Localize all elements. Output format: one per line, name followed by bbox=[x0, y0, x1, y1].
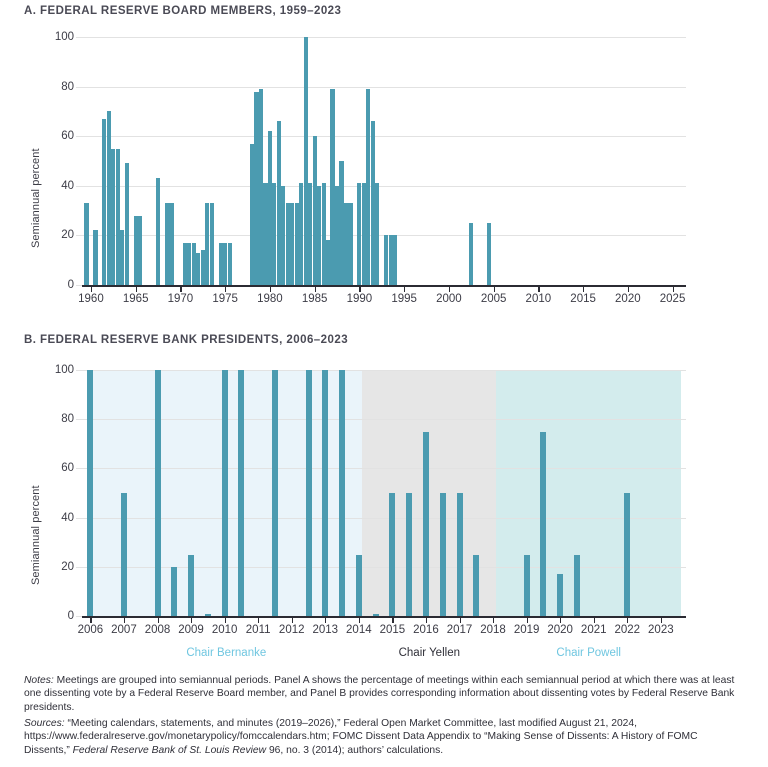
bar bbox=[93, 230, 97, 285]
x-tick-mark-2017 bbox=[460, 618, 461, 623]
x-tick-mark-2023 bbox=[661, 618, 662, 623]
bar bbox=[84, 203, 88, 285]
y-tick-label-60: 60 bbox=[61, 130, 74, 143]
x-tick-mark-1995 bbox=[404, 287, 405, 292]
bar bbox=[469, 223, 473, 285]
x-tick-label-2020: 2020 bbox=[615, 293, 641, 305]
panel-b-plot-area bbox=[82, 370, 686, 616]
x-tick-label-2000: 2000 bbox=[436, 293, 462, 305]
bar bbox=[169, 203, 173, 285]
x-tick-label-2010: 2010 bbox=[525, 293, 552, 305]
notes-text: Meetings are grouped into semiannual periods. Panel A shows the percentage of meetings within each semiannual period at which there was at least one dissenting vote by a Federal Reserve Board member, and Panel B provides corresponding information about dissenting votes by Federal Reserve Bank presidents. bbox=[24, 675, 735, 713]
bar bbox=[238, 370, 244, 616]
bar bbox=[121, 493, 127, 616]
sources-block bbox=[24, 717, 736, 757]
bar bbox=[171, 567, 177, 616]
panel-a-y-axis-label: Semiannual percent bbox=[30, 148, 42, 248]
x-tick-mark-2011 bbox=[258, 618, 259, 623]
chair-label-3: Chair Powell bbox=[556, 647, 621, 659]
x-tick-mark-1980 bbox=[270, 287, 271, 292]
panel-b-chart bbox=[0, 330, 768, 670]
bar bbox=[406, 493, 412, 616]
panel-a-plot-area bbox=[82, 37, 686, 285]
bar bbox=[557, 574, 563, 616]
x-tick-label-1990: 1990 bbox=[346, 293, 373, 305]
x-tick-label-2019: 2019 bbox=[513, 624, 540, 636]
bar bbox=[375, 183, 379, 285]
x-tick-mark-2008 bbox=[158, 618, 159, 623]
bar bbox=[306, 370, 312, 616]
x-tick-label-2016: 2016 bbox=[413, 624, 439, 636]
bar bbox=[389, 493, 395, 616]
x-tick-mark-2019 bbox=[527, 618, 528, 623]
x-tick-label-2015: 2015 bbox=[379, 624, 406, 636]
bar bbox=[272, 370, 278, 616]
x-tick-mark-2005 bbox=[494, 287, 495, 292]
x-tick-label-2007: 2007 bbox=[111, 624, 137, 636]
gridline-60 bbox=[82, 468, 686, 469]
panel-b-x-axis bbox=[82, 616, 686, 618]
x-tick-mark-2016 bbox=[426, 618, 427, 623]
x-tick-label-1960: 1960 bbox=[78, 293, 104, 305]
gridline-40 bbox=[82, 186, 686, 187]
sources-label: Sources: bbox=[24, 718, 65, 729]
x-tick-label-2023: 2023 bbox=[648, 624, 674, 636]
x-tick-label-1965: 1965 bbox=[122, 293, 149, 305]
gridline-100 bbox=[82, 370, 686, 371]
x-tick-mark-2014 bbox=[359, 618, 360, 623]
y-tick-label-100: 100 bbox=[54, 364, 74, 376]
bar bbox=[423, 432, 429, 617]
bar bbox=[322, 370, 328, 616]
x-tick-label-2006: 2006 bbox=[77, 624, 104, 636]
x-tick-mark-2010 bbox=[225, 618, 226, 623]
gridline-40 bbox=[82, 518, 686, 519]
chair-label-2: Chair Yellen bbox=[398, 647, 460, 659]
x-tick-label-2011: 2011 bbox=[245, 624, 271, 636]
x-tick-label-2012: 2012 bbox=[278, 624, 305, 636]
x-tick-label-2009: 2009 bbox=[178, 624, 204, 636]
gridline-60 bbox=[82, 136, 686, 137]
x-tick-mark-2015 bbox=[583, 287, 584, 292]
panel-a-title: A. FEDERAL RESERVE BOARD MEMBERS, 1959–2023 bbox=[24, 5, 342, 17]
bar bbox=[155, 370, 161, 616]
x-tick-label-1980: 1980 bbox=[257, 293, 283, 305]
y-tick-label-80: 80 bbox=[61, 80, 74, 93]
notes-label: Notes: bbox=[24, 675, 54, 686]
y-tick-label-0: 0 bbox=[67, 610, 74, 622]
x-tick-label-2008: 2008 bbox=[144, 624, 171, 636]
gridline-80 bbox=[82, 419, 686, 420]
x-tick-mark-2025 bbox=[673, 287, 674, 292]
x-tick-mark-1960 bbox=[91, 287, 92, 292]
x-tick-mark-1990 bbox=[359, 287, 360, 292]
x-tick-label-2013: 2013 bbox=[312, 624, 339, 636]
sources-text-part1: “Meeting calendars, statements, and minutes (2019–2026),” Federal Open Market Committee, last modified August 21, 2024, https://www.federalreserve.gov/monetarypolicy/fomccalendars.htm; FOMC Dissent Data Appendix to “Making Sense of Dissents: A History of FOMC Dissents,” bbox=[24, 718, 698, 756]
bar bbox=[457, 493, 463, 616]
bar bbox=[222, 370, 228, 616]
x-tick-label-2014: 2014 bbox=[346, 624, 372, 636]
bar bbox=[156, 178, 160, 285]
panel-a-x-axis bbox=[82, 285, 686, 287]
x-tick-mark-1985 bbox=[315, 287, 316, 292]
x-tick-label-2022: 2022 bbox=[614, 624, 641, 636]
bar bbox=[138, 216, 142, 285]
x-tick-mark-2018 bbox=[493, 618, 494, 623]
y-tick-label-20: 20 bbox=[61, 560, 74, 573]
bar bbox=[524, 555, 530, 617]
bar bbox=[210, 203, 214, 285]
x-tick-mark-2007 bbox=[124, 618, 125, 623]
x-tick-label-2018: 2018 bbox=[480, 624, 506, 636]
y-tick-label-60: 60 bbox=[61, 462, 74, 475]
sources-text-part2: 96, no. 3 (2014); authors’ calculations. bbox=[266, 744, 444, 756]
panel-b-y-axis-label: Semiannual percent bbox=[30, 485, 42, 585]
bar bbox=[339, 370, 345, 616]
x-tick-label-1995: 1995 bbox=[391, 293, 417, 305]
x-tick-mark-1975 bbox=[225, 287, 226, 292]
bar bbox=[87, 370, 93, 616]
sources-journal-name: Federal Reserve Bank of St. Louis Review bbox=[72, 744, 267, 756]
x-tick-mark-2012 bbox=[292, 618, 293, 623]
x-tick-mark-2000 bbox=[449, 287, 450, 292]
x-tick-label-2010: 2010 bbox=[211, 624, 238, 636]
gridline-100 bbox=[82, 37, 686, 38]
x-tick-mark-2010 bbox=[538, 287, 539, 292]
bar bbox=[574, 555, 580, 617]
x-tick-mark-2009 bbox=[191, 618, 192, 623]
bar bbox=[348, 203, 352, 285]
bar bbox=[356, 555, 362, 617]
x-tick-label-2020: 2020 bbox=[547, 624, 573, 636]
bar bbox=[125, 163, 129, 285]
y-tick-label-40: 40 bbox=[61, 179, 74, 192]
x-tick-label-1985: 1985 bbox=[301, 293, 328, 305]
y-tick-label-20: 20 bbox=[61, 229, 74, 242]
x-tick-label-1970: 1970 bbox=[167, 293, 194, 305]
x-tick-label-2021: 2021 bbox=[580, 624, 607, 636]
x-tick-mark-1965 bbox=[136, 287, 137, 292]
panel-a-chart bbox=[0, 0, 768, 320]
x-tick-label-2015: 2015 bbox=[570, 293, 596, 305]
x-tick-mark-2021 bbox=[594, 618, 595, 623]
x-tick-mark-2006 bbox=[90, 618, 91, 623]
gridline-80 bbox=[82, 87, 686, 88]
y-tick-label-0: 0 bbox=[67, 279, 74, 291]
bar bbox=[540, 432, 546, 617]
y-tick-label-40: 40 bbox=[61, 511, 74, 524]
bar bbox=[440, 493, 446, 616]
x-tick-label-2025: 2025 bbox=[659, 293, 686, 305]
panel-b-title: B. FEDERAL RESERVE BANK PRESIDENTS, 2006–2023 bbox=[24, 334, 349, 346]
bar bbox=[393, 235, 397, 285]
y-tick-label-100: 100 bbox=[54, 31, 74, 43]
x-tick-label-2005: 2005 bbox=[480, 293, 507, 305]
notes-block bbox=[24, 674, 736, 714]
x-tick-mark-2013 bbox=[325, 618, 326, 623]
y-tick-label-80: 80 bbox=[61, 413, 74, 426]
bar bbox=[487, 223, 491, 285]
bar bbox=[228, 243, 232, 285]
x-tick-mark-2020 bbox=[560, 618, 561, 623]
bar bbox=[188, 555, 194, 617]
chair-label-1: Chair Bernanke bbox=[186, 647, 267, 659]
bar bbox=[624, 493, 630, 616]
x-tick-label-2017: 2017 bbox=[446, 624, 473, 636]
x-tick-mark-2020 bbox=[628, 287, 629, 292]
x-tick-mark-2022 bbox=[627, 618, 628, 623]
x-tick-mark-1970 bbox=[180, 287, 181, 292]
x-tick-label-1975: 1975 bbox=[212, 293, 238, 305]
bar bbox=[473, 555, 479, 617]
x-tick-mark-2015 bbox=[392, 618, 393, 623]
